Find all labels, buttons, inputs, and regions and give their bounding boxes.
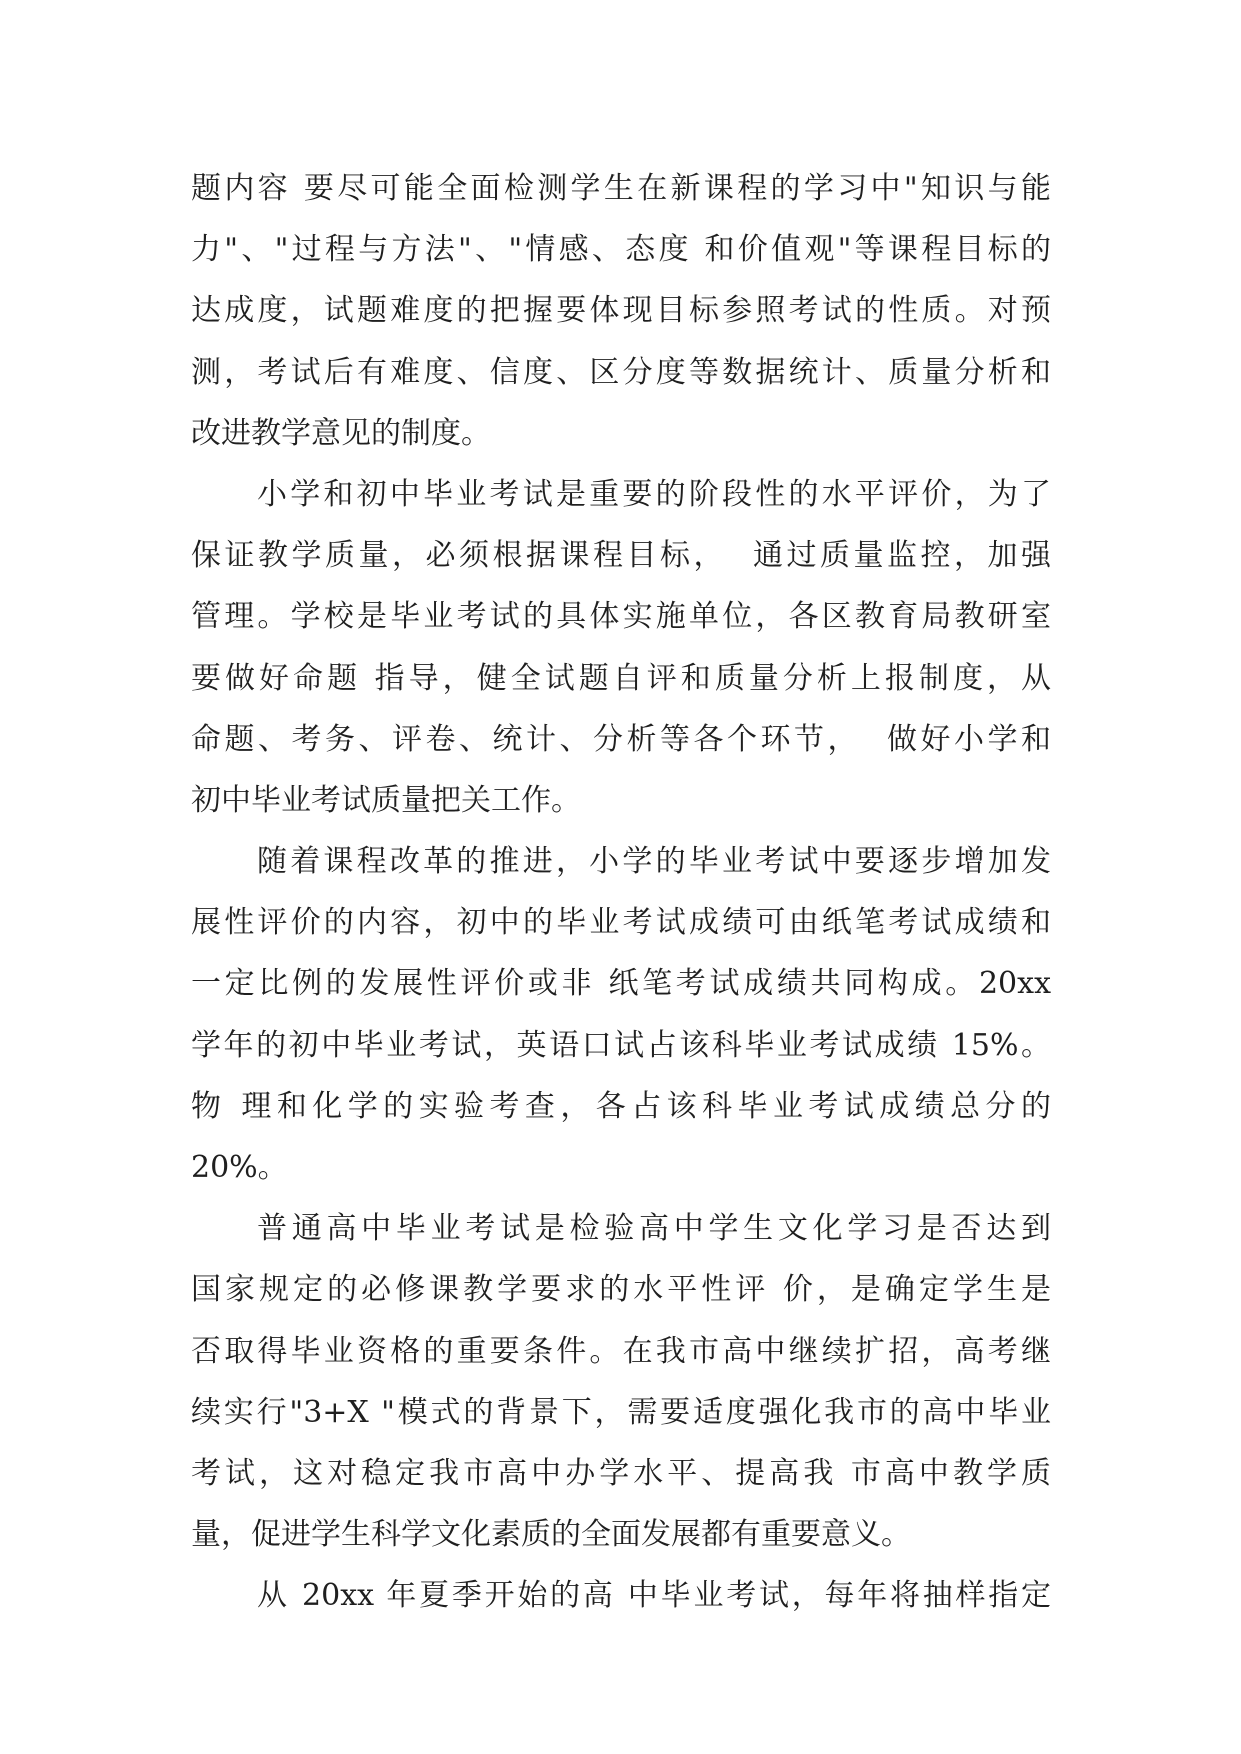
text-line: 管理。学校是毕业考试的具体实施单位，各区教育局教研室: [191, 599, 1051, 635]
text-line: 量，促进学生科学文化素质的全面发展都有重要意义。: [191, 1517, 911, 1553]
paragraph: [191, 1198, 1051, 1565]
text-line: 改进教学意见的制度。: [191, 415, 491, 451]
text-line: 续实行"3+X "模式的背景下，需要适度强化我市的高中毕业: [191, 1394, 1051, 1430]
text-line: 从 20xx 年夏季开始的高 中毕业考试，每年将抽样指定: [257, 1578, 1051, 1614]
text-line: 达成度，试题难度的把握要体现目标参照考试的性质。对预: [191, 293, 1051, 329]
text-line: 20%。: [191, 1150, 288, 1185]
text-line: 小学和初中毕业考试是重要的阶段性的水平评价，为了: [257, 476, 1051, 512]
text-line: 测，考试后有难度、信度、区分度等数据统计、质量分析和: [191, 354, 1051, 390]
text-line: 保证教学质量，必须根据课程目标， 通过质量监控，加强: [191, 538, 1051, 574]
paragraph: [191, 1565, 1051, 1626]
text-line: 力"、"过程与方法"、"情感、态度 和价值观"等课程目标的: [191, 232, 1051, 268]
paragraph: [191, 158, 1051, 464]
text-line: 否取得毕业资格的重要条件。在我市高中继续扩招，高考继: [191, 1333, 1051, 1369]
document-body: [191, 158, 1051, 1627]
text-line: 命题、考务、评卷、统计、分析等各个环节， 做好小学和: [191, 721, 1051, 757]
text-line: 随着课程改革的推进，小学的毕业考试中要逐步增加发: [257, 844, 1051, 880]
text-line: 一定比例的发展性评价或非 纸笔考试成绩共同构成。20xx: [191, 966, 1051, 1002]
paragraph: [191, 831, 1051, 1198]
text-line: 学年的初中毕业考试，英语口试占该科毕业考试成绩 15%。: [191, 1027, 1051, 1063]
text-line: 国家规定的必修课教学要求的水平性评 价，是确定学生是: [191, 1272, 1051, 1308]
text-line: 展性评价的内容，初中的毕业考试成绩可由纸笔考试成绩和: [191, 905, 1051, 941]
text-line: 普通高中毕业考试是检验高中学生文化学习是否达到: [257, 1211, 1051, 1247]
text-line: 考试，这对稳定我市高中办学水平、提高我 市高中教学质: [191, 1455, 1051, 1491]
paragraph: [191, 464, 1051, 831]
text-line: 初中毕业考试质量把关工作。: [191, 782, 581, 818]
text-line: 物 理和化学的实验考查，各占该科毕业考试成绩总分的: [191, 1088, 1051, 1124]
text-line: 要做好命题 指导，健全试题自评和质量分析上报制度，从: [191, 660, 1051, 696]
text-line: 题内容 要尽可能全面检测学生在新课程的学习中"知识与能: [191, 171, 1051, 206]
